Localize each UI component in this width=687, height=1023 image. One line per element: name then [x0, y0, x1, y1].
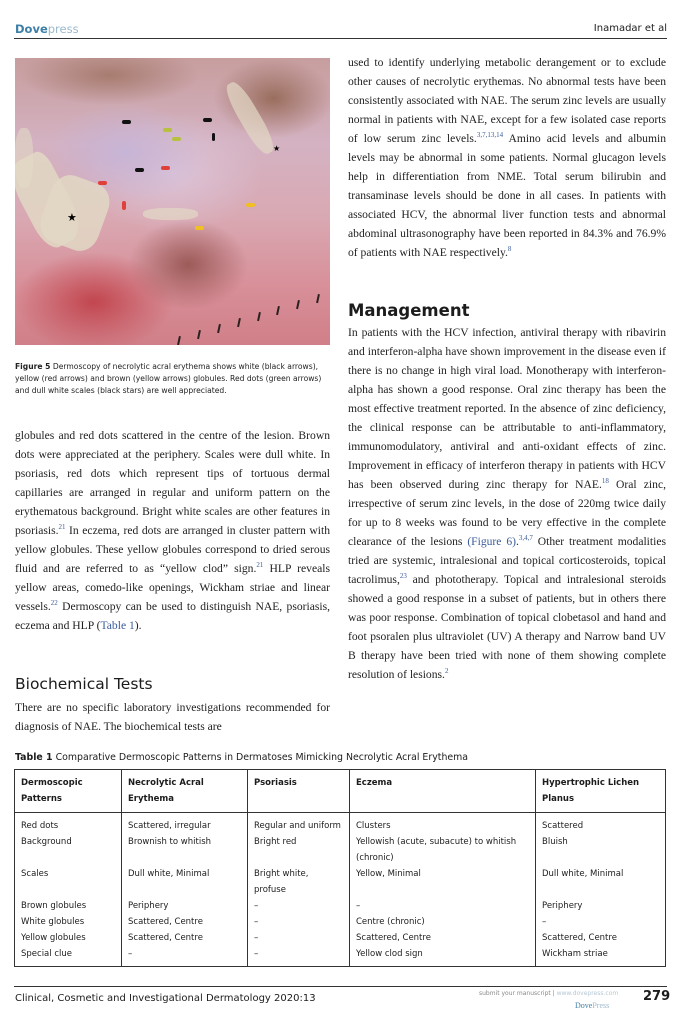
table-cell: Wickham striae	[536, 946, 666, 967]
black-arrow-icon	[212, 133, 215, 141]
scale-tick	[197, 330, 200, 339]
table-cell: –	[350, 898, 536, 914]
table-cell: –	[248, 898, 350, 914]
citation[interactable]: 3,4,7	[518, 534, 533, 543]
running-header-author: Inamadar et al	[593, 23, 667, 34]
scale-patch	[143, 208, 198, 220]
table-cell: Scattered, Centre	[536, 930, 666, 946]
table-cell: Special clue	[15, 946, 122, 967]
scale-patch	[15, 128, 33, 188]
table-cell: Periphery	[122, 898, 248, 914]
table-row	[15, 914, 666, 930]
red-arrow-icon	[161, 166, 170, 170]
section-heading-management: Management	[348, 301, 470, 320]
table-cell: Regular and uniform	[248, 813, 350, 835]
scale-tick	[177, 336, 180, 345]
table-cell: Scattered, irregular	[122, 813, 248, 835]
citation[interactable]: 2	[444, 667, 449, 676]
table-cell: Periphery	[536, 898, 666, 914]
table-cell: Scattered, Centre	[350, 930, 536, 946]
scale-tick	[296, 300, 299, 309]
citation[interactable]: 23	[399, 572, 407, 581]
citation[interactable]: 8	[507, 245, 512, 254]
table-cell: –	[248, 914, 350, 930]
table-cell: Yellowish (acute, subacute) to whitish (chronic)	[350, 834, 536, 866]
table-cell: Bright red	[248, 834, 350, 866]
table-row	[15, 834, 666, 866]
table-header-row	[15, 770, 666, 813]
table-cell: Bluish	[536, 834, 666, 866]
figure-6-link[interactable]: (Figure 6)	[467, 535, 516, 548]
scale-tick	[316, 294, 319, 303]
table-row	[15, 866, 666, 898]
section-heading-biochemical-tests: Biochemical Tests	[15, 675, 153, 693]
footer-journal-citation: Clinical, Cosmetic and Investigational Dermatology 2020:13	[15, 993, 316, 1004]
figure-5-dermoscopy-image	[15, 58, 330, 345]
table-cell: –	[248, 930, 350, 946]
scale-patch	[221, 78, 281, 157]
black-arrow-icon	[203, 118, 212, 122]
table-cell: –	[536, 914, 666, 930]
column-header: Necrolytic Acral Erythema	[122, 770, 248, 813]
citation[interactable]: 18	[601, 477, 609, 486]
table-row	[15, 930, 666, 946]
red-arrow-icon	[122, 201, 126, 210]
footer-dovepress-logo[interactable]: DovePress	[575, 1001, 610, 1010]
table-cell: Brownish to whitish	[122, 834, 248, 866]
table-row	[15, 946, 666, 967]
column-header: Eczema	[350, 770, 536, 813]
left-paragraph: globules and red dots scattered in the centre of the lesion. Brown dots were appreciated at the periphery. Scales were dull white. In psoriasis, red dots which represent tips of tortuous dermal capillaries are arranged in regular and uniform pattern on the erythematous background. Bright white scales are other features in psoriasis.$^{21}$ In eczema, red dots are arranged in cluster pattern with yellow globules. These yellow globules correspond to dried serous fluid and are referred to as “yellow clod” sign.$^{21}$ HLP reveals yellow areas, comedo-like openings, Wickham striae and linear vessels.$^{22}$ Dermoscopy can be used to distinguish NAE, psoriasis, eczema and HLP (Table 1).	[15, 429, 330, 632]
table-cell: Dull white, Minimal	[122, 866, 248, 898]
right-paragraph: used to identify underlying metabolic derangement or to exclude other causes of necrolytic erythemas. No abnormal tests have been consistently associated with NAE. The serum zinc levels are usually normal in patients with NAE, except for a few isolated case reports of low serum zinc levels.$^{3,7,13,14}$ Amino acid levels and albumin levels may be abnormal in some patients. Normal glucagon levels help in differentiation from NME. Total serum bilirubin and transaminase levels should be done in all cases. In patients with associated HCV, the abnormal liver function tests and abnormal abdominal ultrasonography have been reported in 84.3% and 76.9% of patients with NAE respectively.$^8$	[348, 56, 666, 259]
black-star-icon: ★	[67, 212, 77, 224]
table-cell: Scattered, Centre	[122, 914, 248, 930]
table-cell: Bright white, profuse	[248, 866, 350, 898]
header-rule	[14, 38, 667, 39]
table-cell: Yellow, Minimal	[350, 866, 536, 898]
yellow-arrow-icon	[246, 203, 255, 207]
journal-logo[interactable]: Dovepress	[15, 22, 79, 36]
scale-tick	[257, 312, 260, 321]
table-caption: Table 1 Comparative Dermoscopic Patterns in Dermatoses Mimicking Necrolytic Acral Erythema	[15, 752, 469, 763]
footer-rule	[14, 986, 667, 987]
table-row	[15, 813, 666, 835]
table-cell: Clusters	[350, 813, 536, 835]
column-header: Psoriasis	[248, 770, 350, 813]
table-row	[15, 898, 666, 914]
comparison-table	[14, 769, 666, 967]
column-header: Hypertrophic Lichen Planus	[536, 770, 666, 813]
table-cell: Scales	[15, 866, 122, 898]
table-cell: Dull white, Minimal	[536, 866, 666, 898]
table-cell: Red dots	[15, 813, 122, 835]
table-cell: Yellow clod sign	[350, 946, 536, 967]
yellow-arrow-icon	[195, 226, 204, 230]
table-cell: Yellow globules	[15, 930, 122, 946]
black-arrow-icon	[135, 168, 144, 172]
column-header: Dermoscopic Patterns	[15, 770, 122, 813]
table-cell: –	[122, 946, 248, 967]
table-cell: Scattered, Centre	[122, 930, 248, 946]
table-cell: Brown globules	[15, 898, 122, 914]
black-arrow-icon	[122, 120, 131, 124]
green-arrow-icon	[172, 137, 181, 141]
citation[interactable]: 22	[50, 599, 58, 608]
management-paragraph: In patients with the HCV infection, antiviral therapy with ribavirin and interferon-alpha have shown improvement in the disease even if there is no change in high viral load. Monotherapy with interferon-alpha has shown a good response. Oral zinc therapy has been the most effective treatment reported. In the absence of zinc deficiency, the clinical response can be attributable to anti-inflammatory, immunomodulatory, antiviral and anti-oxidant effects of zinc. Improvement in efficacy of interferon therapy in patients with HCV has been observed during zinc therapy for NAE.$^{18}$ Oral zinc, irrespective of serum zinc levels, in the dose of 220mg twice daily for up to 8 weeks was found to be very effective in the complete clearance of the lesions (Figure 6).$^{3,4,7}$ Other treatment modalities tried are systemic, intralesional and topical corticosteroids, topical tacrolimus,$^{23}$ and phototherapy. Topical and intralesional steroids showed a good response in a subset of patients, but in others there was poor response. Combination of topical clobetasol and hand and foot psoralen plus ultraviolet (UV) A therapy and Narrow band UV B therapy have been tried with none of them showing complete resolution of lesions.$^2$	[348, 326, 667, 681]
black-star-icon: ★	[273, 144, 281, 153]
biochemical-paragraph: There are no specific laboratory investigations recommended for diagnosis of NAE. The biochemical tests are	[15, 701, 330, 733]
scale-tick	[237, 318, 240, 327]
citation[interactable]: 21	[256, 561, 264, 570]
submit-manuscript-link[interactable]: submit your manuscript | www.dovepress.com	[479, 990, 619, 997]
table-1-link[interactable]: Table 1	[100, 619, 135, 632]
table-cell: Background	[15, 834, 122, 866]
scale-tick	[276, 306, 279, 315]
table-cell: White globules	[15, 914, 122, 930]
scale-tick	[217, 324, 220, 333]
table-cell: –	[248, 946, 350, 967]
green-arrow-icon	[163, 128, 172, 132]
table-label: Table 1	[15, 752, 53, 763]
page-number: 279	[643, 989, 671, 1004]
red-arrow-icon	[98, 181, 107, 185]
table-cell: Scattered	[536, 813, 666, 835]
figure-caption: Figure 5 Dermoscopy of necrolytic acral erythema shows white (black arrows), yellow (red arrows) and brown (yellow arrows) globules. Red dots (green arrows) and dull white scales (black stars) are well appreciated.	[15, 362, 322, 395]
table-cell: Centre (chronic)	[350, 914, 536, 930]
citation[interactable]: 3,7,13,14	[476, 131, 504, 140]
citation[interactable]: 21	[58, 523, 66, 532]
figure-label: Figure 5	[15, 362, 51, 371]
